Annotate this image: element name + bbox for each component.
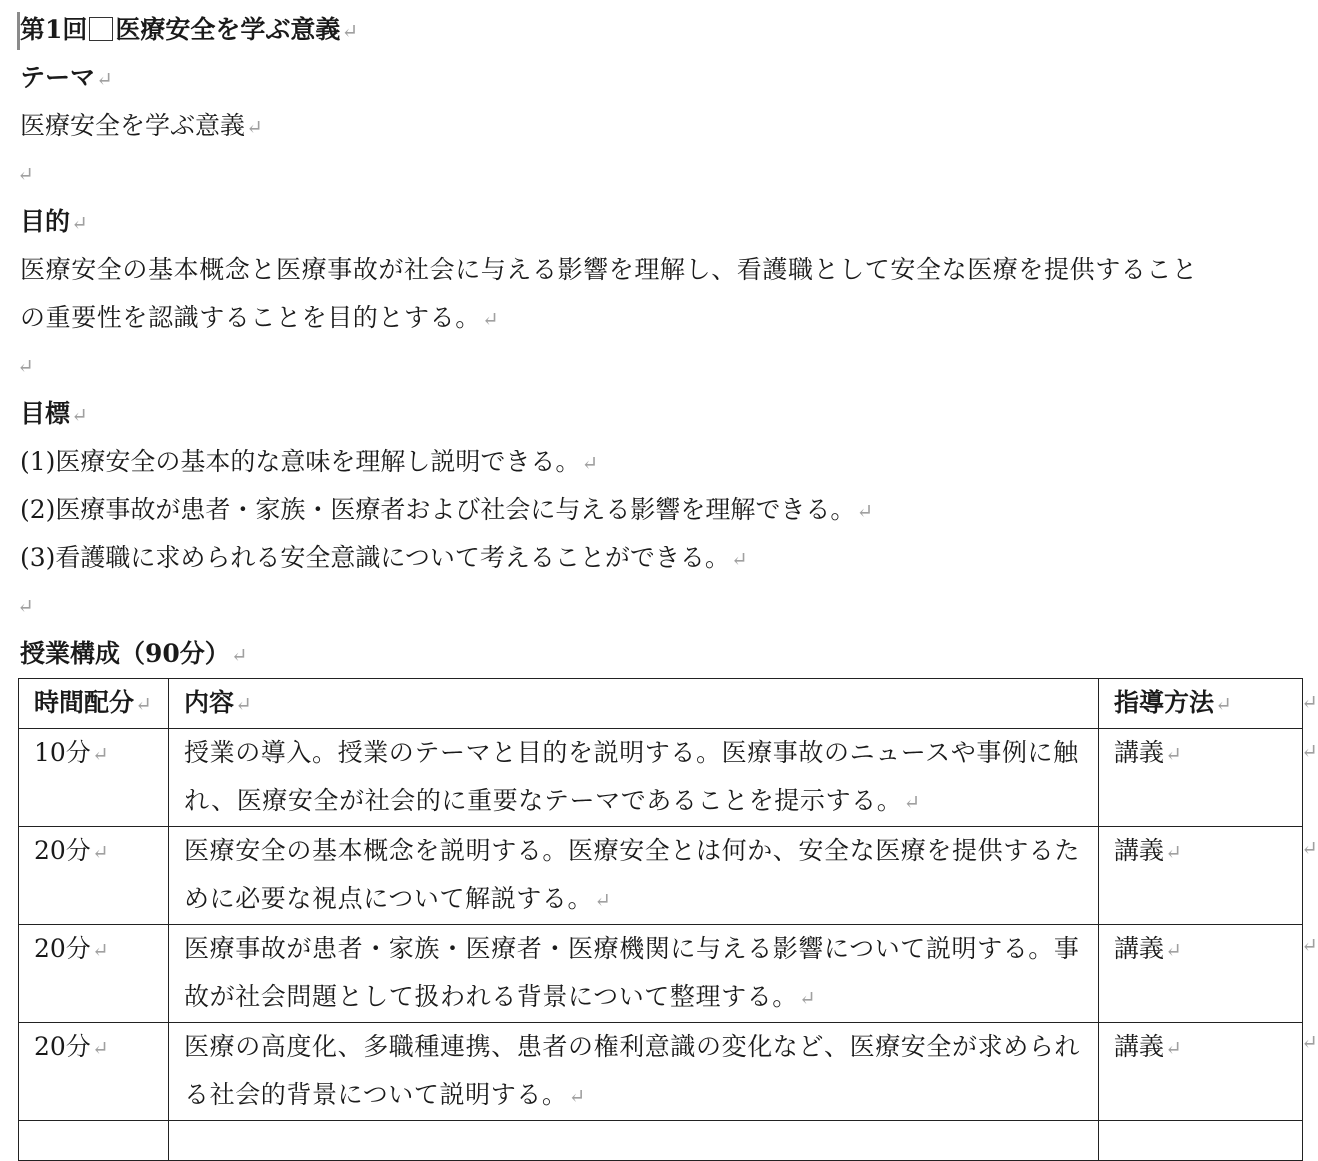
header-content[interactable] — [169, 679, 1099, 729]
goals-label-line — [20, 390, 88, 439]
cell-time[interactable] — [19, 827, 169, 925]
goal-item — [20, 438, 598, 487]
paragraph-mark: ↵ — [71, 211, 88, 235]
table-row-partial — [19, 1121, 1303, 1161]
empty-paragraph: ↵ — [17, 162, 34, 186]
heading-title: 医療安全を学ぶ意義 — [115, 15, 341, 44]
time-text: 10分 — [34, 738, 91, 767]
end-of-row-mark: ↵ — [1301, 739, 1318, 763]
end-of-row-mark: ↵ — [1301, 836, 1318, 860]
structure-label: 授業構成（90分） — [20, 639, 230, 668]
cell-method[interactable] — [1099, 729, 1303, 827]
paragraph-mark: ↵ — [1215, 692, 1232, 716]
paragraph-mark: ↵ — [1165, 938, 1182, 962]
table-row — [19, 729, 1303, 827]
paragraph-mark: ↵ — [91, 938, 109, 962]
goal-item — [20, 534, 748, 583]
paragraph-mark: ↵ — [1165, 1036, 1182, 1060]
cell-method[interactable] — [1099, 1121, 1303, 1161]
purpose-label: 目的 — [20, 207, 71, 236]
paragraph-mark: ↵ — [71, 403, 88, 427]
header-time[interactable] — [19, 679, 169, 729]
purpose-label-line — [20, 198, 88, 247]
goal-item — [20, 486, 873, 535]
cell-time[interactable] — [19, 1023, 169, 1121]
cell-content[interactable] — [169, 1121, 1099, 1161]
method-text: 講義 — [1114, 738, 1165, 767]
purpose-text: 医療安全の基本概念と医療事故が社会に与える影響を理解し、看護職として安全な医療を提供すること — [20, 255, 1198, 284]
method-text: 講義 — [1114, 836, 1165, 865]
paragraph-mark: ↵ — [91, 840, 109, 864]
paragraph-mark: ↵ — [246, 115, 263, 139]
theme-text-line — [20, 102, 263, 151]
paragraph-mark: ↵ — [341, 19, 359, 43]
purpose-text-line-1 — [20, 246, 1198, 294]
theme-label-line — [20, 54, 113, 103]
paragraph-mark: ↵ — [481, 307, 500, 331]
content-text: 医療安全の基本概念を説明する。医療安全とは何か、安全な医療を提供するために必要な視点について解説する。 — [184, 836, 1081, 913]
paragraph-mark: ↵ — [856, 499, 874, 523]
time-text: 20分 — [34, 1032, 91, 1061]
header-content-label: 内容 — [184, 688, 235, 717]
content-text: 授業の導入。授業のテーマと目的を説明する。医療事故のニュースや事例に触れ、医療安全が社会的に重要なテーマであることを提示する。 — [184, 738, 1079, 815]
paragraph-mark: ↵ — [730, 547, 748, 571]
purpose-text-continued: の重要性を認識することを目的とする。 — [20, 303, 481, 332]
table-row — [19, 827, 1303, 925]
lesson-plan-table[interactable] — [18, 678, 1303, 1161]
header-time-label: 時間配分 — [34, 688, 135, 717]
paragraph-mark: ↵ — [903, 790, 921, 814]
cell-content[interactable] — [169, 925, 1099, 1023]
empty-paragraph: ↵ — [17, 594, 34, 618]
goals-label: 目標 — [20, 399, 71, 428]
content-text: 医療事故が患者・家族・医療者・医療機関に与える影響について説明する。事故が社会問題として扱われる背景について整理する。 — [184, 934, 1080, 1011]
goal-item-text: (3)看護職に求められる安全意識について考えることができる。 — [20, 543, 730, 572]
goal-item-text: (2)医療事故が患者・家族・医療者および社会に与える影響を理解できる。 — [20, 495, 856, 524]
theme-text: 医療安全を学ぶ意義 — [20, 111, 246, 140]
cell-method[interactable] — [1099, 925, 1303, 1023]
cell-time[interactable] — [19, 729, 169, 827]
paragraph-mark: ↵ — [798, 986, 817, 1010]
paragraph-mark: ↵ — [135, 692, 152, 716]
paragraph-mark: ↵ — [230, 643, 248, 667]
cell-time[interactable] — [19, 1121, 169, 1161]
paragraph-mark: ↵ — [568, 1084, 586, 1108]
paragraph-mark: ↵ — [91, 1036, 109, 1060]
empty-paragraph: ↵ — [17, 354, 34, 378]
purpose-text-line-2 — [20, 294, 499, 343]
paragraph-mark: ↵ — [1165, 742, 1182, 766]
paragraph-mark: ↵ — [1165, 840, 1182, 864]
cell-method[interactable] — [1099, 1023, 1303, 1121]
theme-label: テーマ — [20, 63, 96, 92]
time-text: 20分 — [34, 836, 91, 865]
paragraph-mark: ↵ — [235, 692, 252, 716]
end-of-row-mark: ↵ — [1301, 933, 1318, 957]
heading-prefix: 第1回 — [20, 15, 88, 44]
paragraph-mark: ↵ — [96, 67, 113, 91]
paragraph-mark: ↵ — [581, 451, 599, 475]
goal-item-text: (1)医療安全の基本的な意味を理解し説明できる。 — [20, 447, 581, 476]
end-of-row-mark: ↵ — [1301, 690, 1318, 714]
end-of-row-mark: ↵ — [1301, 1030, 1318, 1054]
cell-time[interactable] — [19, 925, 169, 1023]
time-text: 20分 — [34, 934, 91, 963]
cell-content[interactable] — [169, 827, 1099, 925]
placeholder-box — [89, 17, 113, 41]
paragraph-mark: ↵ — [91, 742, 109, 766]
content-text: 医療の高度化、多職種連携、患者の権利意識の変化など、医療安全が求められる社会的背景について説明する。 — [184, 1032, 1081, 1109]
cell-content[interactable] — [169, 729, 1099, 827]
method-text: 講義 — [1114, 934, 1165, 963]
table-header-row — [19, 679, 1303, 729]
cell-content[interactable] — [169, 1023, 1099, 1121]
table-row — [19, 1023, 1303, 1121]
header-method-label: 指導方法 — [1114, 688, 1215, 717]
header-method[interactable] — [1099, 679, 1303, 729]
method-text: 講義 — [1114, 1032, 1165, 1061]
table-row — [19, 925, 1303, 1023]
paragraph-mark: ↵ — [594, 888, 612, 912]
lesson-heading — [20, 6, 358, 55]
cell-method[interactable] — [1099, 827, 1303, 925]
structure-label-line — [20, 630, 248, 679]
